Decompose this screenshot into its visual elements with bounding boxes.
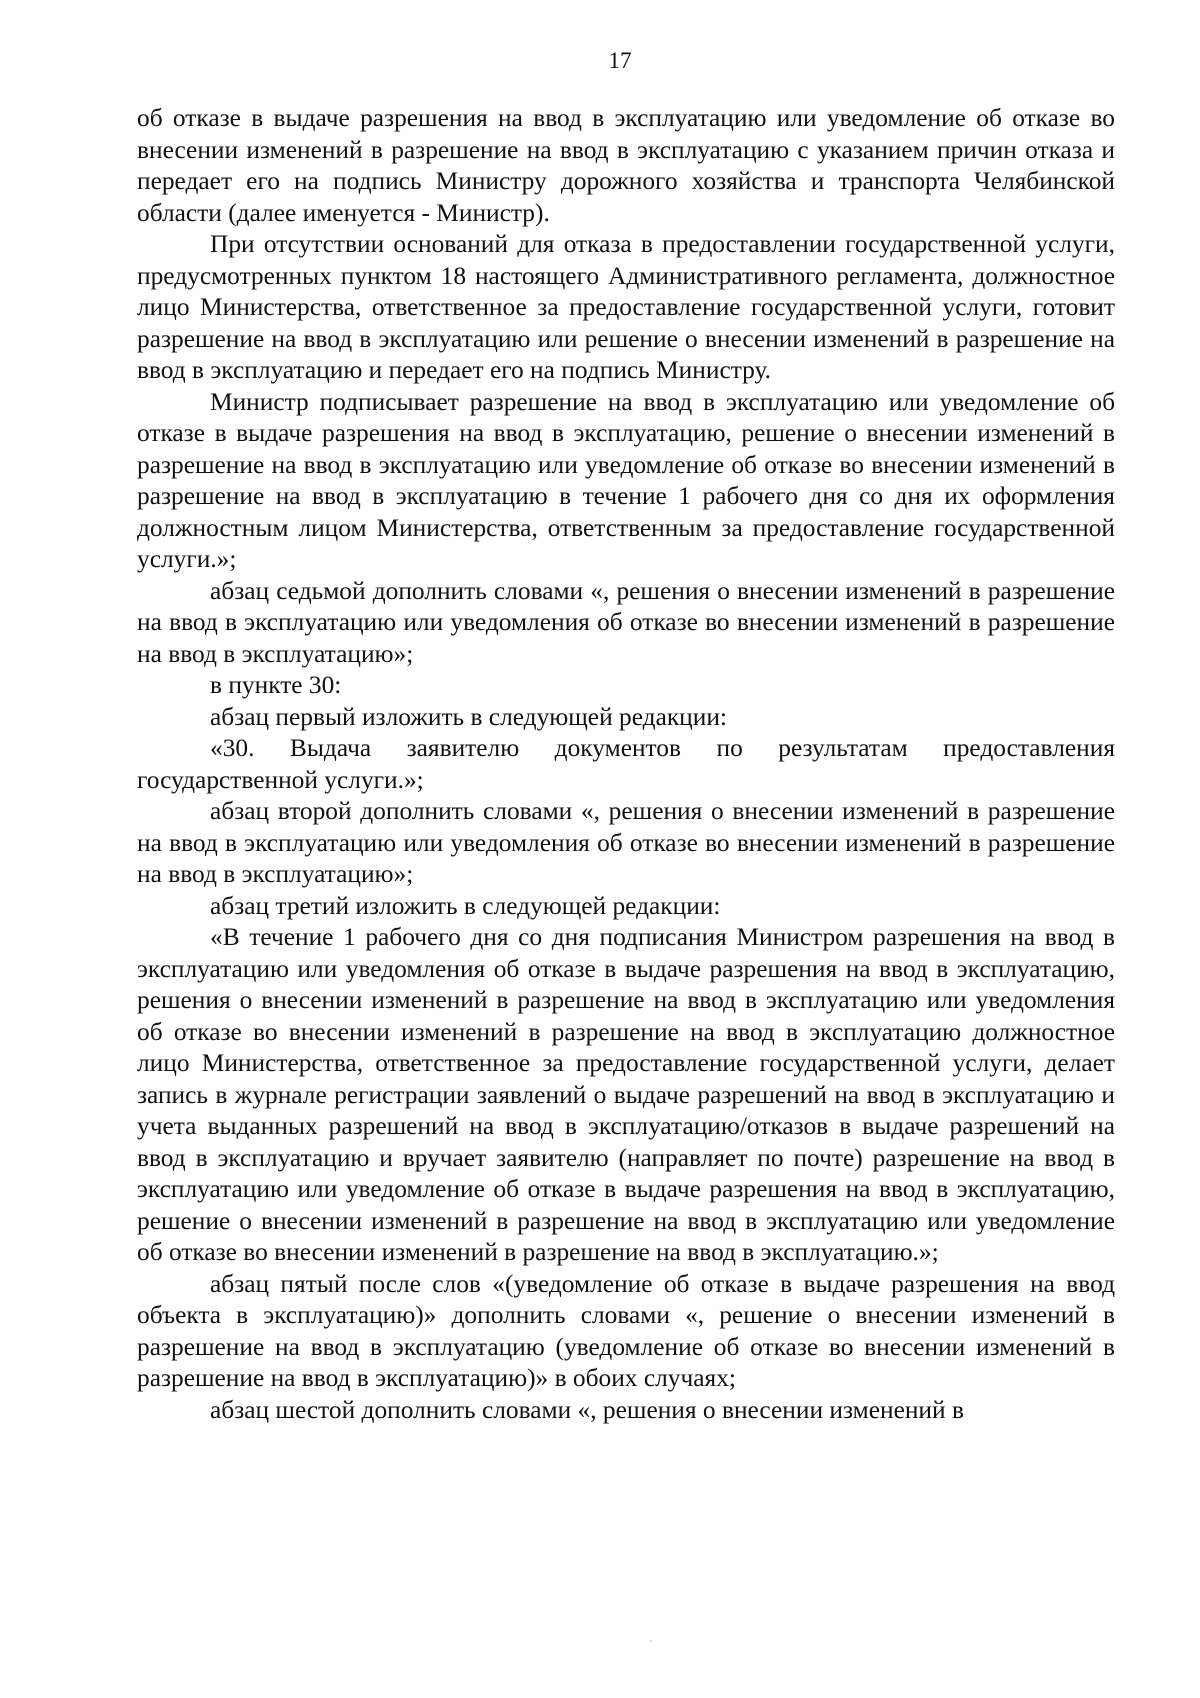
paragraph: «30. Выдача заявителю документов по результатам предоставления государственной услуги.»; bbox=[137, 734, 1115, 794]
paragraph: в пункте 30: bbox=[210, 671, 342, 699]
page-number: 17 bbox=[608, 48, 632, 73]
paragraph: При отсутствии оснований для отказа в предоставлении государственной услуги, предусмотренных пунктом 18 настоящего Административного регламента, должностное лицо Министерства, ответственное за предоставление государственной услуги, готовит разрешение на ввод в эксплуатацию или решение о внесении изменений в разрешение на ввод в эксплуатацию и передает его на подпись Министру. bbox=[137, 230, 1115, 384]
paragraph: об отказе в выдаче разрешения на ввод в эксплуатацию или уведомление об отказе во внесении изменений в разрешение на ввод в эксплуатацию с указанием причин отказа и передает его на подпись Министру дорожного хозяйства и транспорта Челябинской области (далее именуется - Министр). bbox=[137, 104, 1115, 227]
paragraph: абзац шестой дополнить словами «, решения о внесении изменений в bbox=[210, 1395, 964, 1424]
paragraph: абзац первый изложить в следующей редакции: bbox=[210, 702, 727, 731]
paragraph: абзац второй дополнить словами «, решения о внесении изменений в разрешение на ввод в эксплуатацию или уведомления об отказе во внесении изменений в разрешение на ввод в эксплуатацию»; bbox=[137, 797, 1115, 888]
paragraph: абзац седьмой дополнить словами «, решения о внесении изменений в разрешение на ввод в эксплуатацию или уведомления об отказе во внесении изменений в разрешение на ввод в эксплуатацию»; bbox=[137, 576, 1115, 668]
paragraph: «В течение 1 рабочего дня со дня подписания Министром разрешения на ввод в эксплуатацию или уведомления об отказе в выдаче разрешения на ввод в эксплуатацию, решения о внесении изменений в разрешение на ввод в эксплуатацию или уведомления об отказе во внесении изменений в разрешение на ввод в эксплуатацию должностное лицо Министерства, ответственное за предоставление государственной услуги, делает запись в журнале регистрации заявлений о выдаче разрешений на ввод в эксплуатацию и учета выданных разрешений на ввод в эксплуатацию/отказов в выдаче разрешений на ввод в эксплуатацию и вручает заявителю (направляет по почте) разрешение на ввод в эксплуатацию или уведомление об отказе в выдаче разрешения на ввод в эксплуатацию, решение о внесении изменений в разрешение на ввод в эксплуатацию или уведомление об отказе во внесении изменений в разрешение на ввод в эксплуатацию.»; bbox=[137, 923, 1115, 1266]
document-body bbox=[137, 103, 1115, 1426]
scan-speck bbox=[650, 1640, 652, 1642]
paragraph: абзац пятый после слов «(уведомление об отказе в выдаче разрешения на ввод объекта в эксплуатацию)» дополнить словами «, решение о внесении изменений в разрешение на ввод в эксплуатацию (уведомление об отказе во внесении изменений в разрешение на ввод в эксплуатацию)» в обоих случаях; bbox=[137, 1269, 1115, 1392]
paragraph: Министр подписывает разрешение на ввод в эксплуатацию или уведомление об отказе в выдаче разрешения на ввод в эксплуатацию, решение о внесении изменений в разрешение на ввод в эксплуатацию или уведомление об отказе во внесении изменений в разрешение на ввод в эксплуатацию в течение 1 рабочего дня со дня их оформления должностным лицом Министерства, ответственным за предоставление государственной услуги.»; bbox=[137, 387, 1115, 573]
paragraph: абзац третий изложить в следующей редакции: bbox=[210, 891, 721, 920]
